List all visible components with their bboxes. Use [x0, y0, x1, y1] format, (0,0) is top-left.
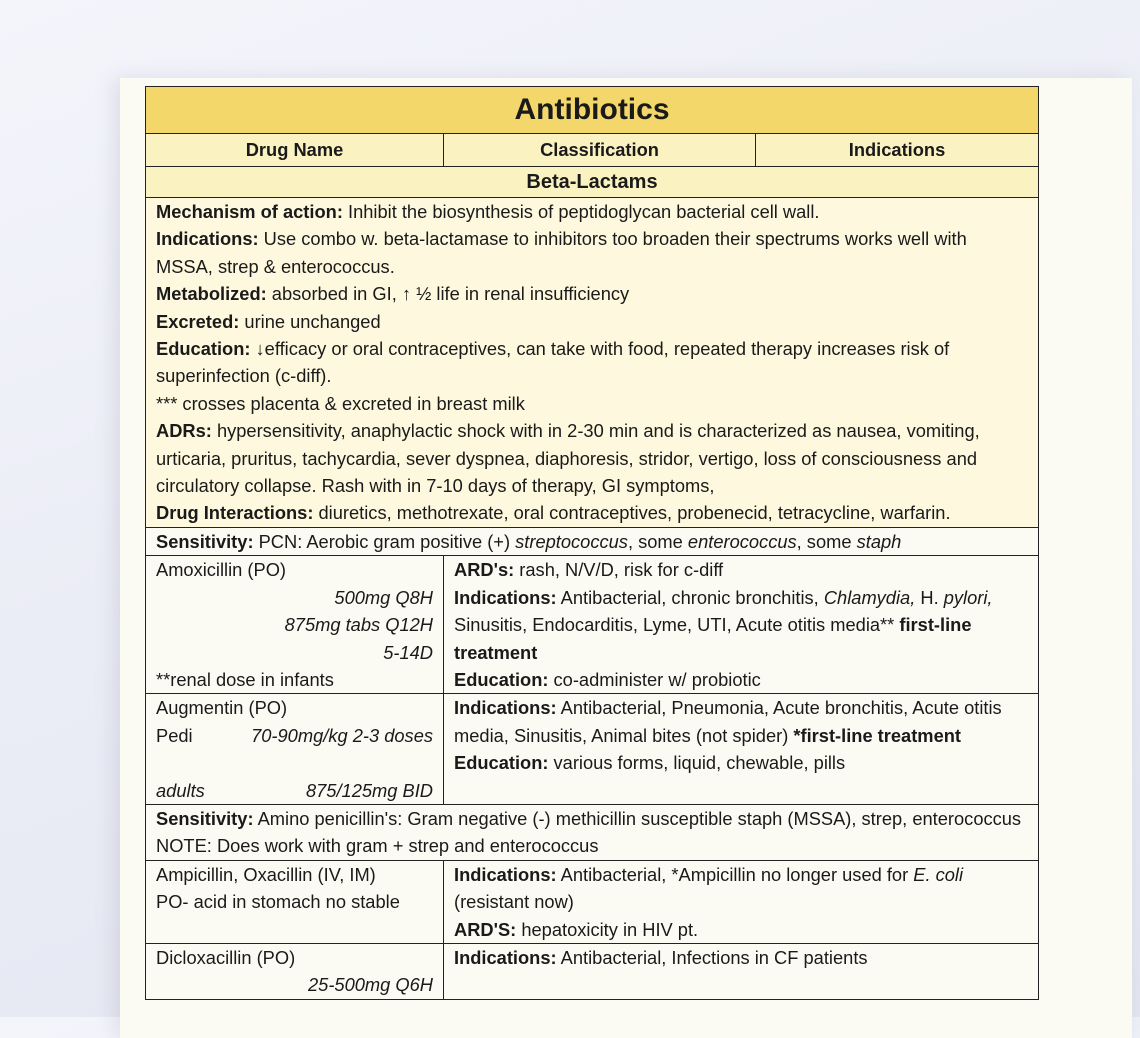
placenta-line: *** crosses placenta & excreted in breast milk — [156, 392, 525, 414]
indications-line: Indications: Use combo w. beta-lactamase to inhibitors too broaden their spectrums works well with MSSA, strep & enterococcus. — [156, 228, 967, 277]
ampicillin-dosing: Ampicillin, Oxacillin (IV, IM) PO- acid in stomach no stable — [146, 860, 444, 943]
amoxicillin-details: ARD's: rash, N/V/D, risk for c-diff Indications: Antibacterial, chronic bronchitis, Chlamydia, H. pylori, Sinusitis, Endocarditis, Lyme, UTI, Acute otitis media** first-line treatment Education: co-administer w/ probiotic — [444, 556, 1039, 694]
overview-cell — [146, 198, 1039, 528]
drug-row-dicloxacillin — [146, 943, 1039, 999]
header-indications: Indications — [756, 134, 1039, 167]
drug-row-amoxicillin — [146, 556, 1039, 694]
amoxicillin-dosing: Amoxicillin (PO) 500mg Q8H 875mg tabs Q12H 5-14D **renal dose in infants — [146, 556, 444, 694]
dicloxacillin-dosing: Dicloxacillin (PO) 25-500mg Q6H — [146, 943, 444, 999]
table-title: Antibiotics — [146, 87, 1039, 134]
interactions-line: Drug Interactions: diuretics, methotrexate, oral contraceptives, probenecid, tetracycline, warfarin. — [156, 502, 951, 524]
ampicillin-details: Indications: Antibacterial, *Ampicillin no longer used for E. coli (resistant now) ARD'S: hepatoxicity in HIV pt. — [444, 860, 1039, 943]
header-classification: Classification — [444, 134, 756, 167]
adrs-line: ADRs: hypersensitivity, anaphylactic shock with in 2-30 min and is characterized as nausea, vomiting, urticaria, pruritus, tachycardia, sever dyspnea, diaphoresis, stridor, vertigo, loss of consciousness and circulatory collapse. Rash with in 7-10 days of therapy, GI symptoms, — [156, 420, 980, 497]
sensitivity-aminopenicillin: Sensitivity: Amino penicillin's: Gram negative (-) methicillin susceptible staph (MSSA), strep, enterococcus NOTE: Does work with gram + strep and enterococcus — [146, 804, 1039, 860]
education-line: Education: ↓efficacy or oral contraceptives, can take with food, repeated therapy increases risk of superinfection (c-diff). — [156, 338, 950, 387]
antibiotics-table — [145, 86, 1039, 1000]
dicloxacillin-details: Indications: Antibacterial, Infections in CF patients — [444, 943, 1039, 999]
metabolized-line: Metabolized: absorbed in GI, ↑ ½ life in renal insufficiency — [156, 283, 630, 305]
augmentin-details: Indications: Antibacterial, Pneumonia, Acute bronchitis, Acute otitis media, Sinusitis, Animal bites (not spider) *first-line treatment Education: various forms, liquid, chewable, pills — [444, 694, 1039, 805]
sensitivity-pcn: Sensitivity: PCN: Aerobic gram positive (+) streptococcus, some enterococcus, some staph — [146, 527, 1039, 555]
augmentin-dosing: Augmentin (PO) Pedi 70-90mg/kg 2-3 doses adults 875/125mg BID — [146, 694, 444, 805]
header-drug-name: Drug Name — [146, 134, 444, 167]
excreted-line: Excreted: urine unchanged — [156, 310, 381, 332]
section-heading: Beta-Lactams — [146, 167, 1039, 198]
drug-row-ampicillin — [146, 860, 1039, 943]
drug-row-augmentin — [146, 694, 1039, 805]
moa-line: Mechanism of action: Inhibit the biosynthesis of peptidoglycan bacterial cell wall. — [156, 201, 820, 222]
